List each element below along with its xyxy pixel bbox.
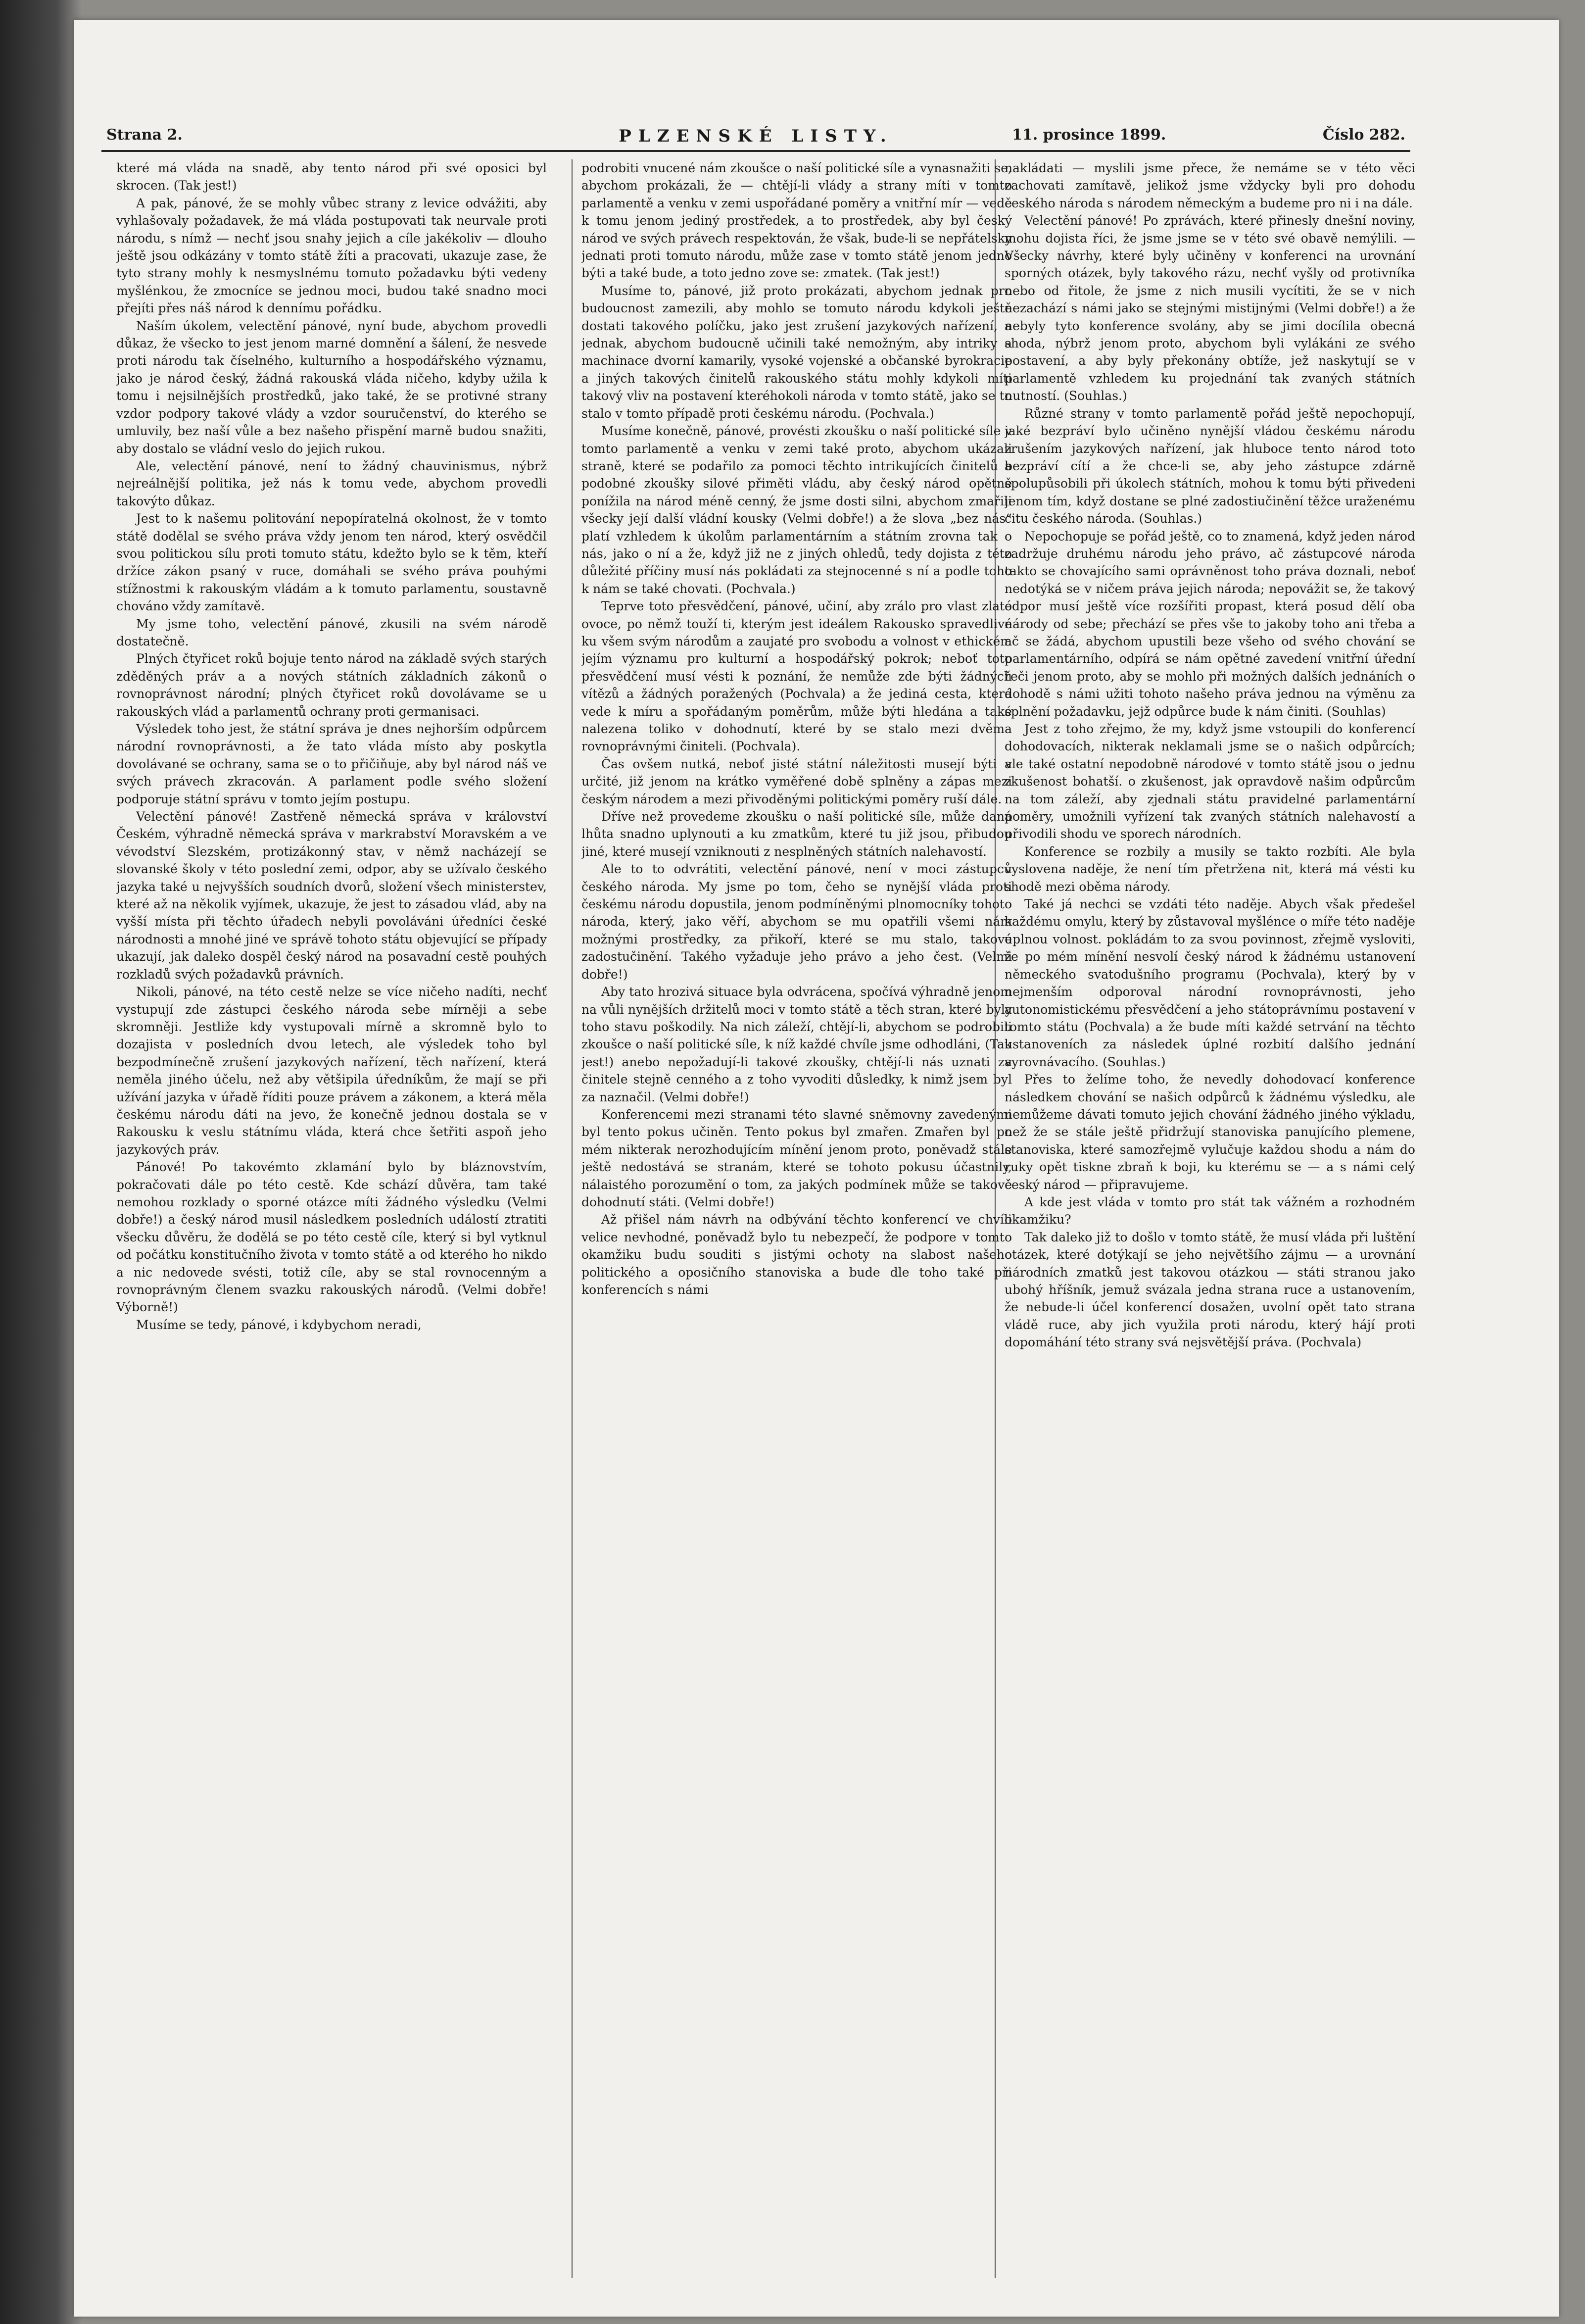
text-column-1 bbox=[116, 159, 547, 2283]
masthead-title: PLZENSKÉ LISTY. bbox=[619, 126, 893, 146]
issue-date: 11. prosince 1899. bbox=[1012, 126, 1166, 144]
paragraph: My jsme toho, velectění pánové, zkusili na svém národě dostatečně. bbox=[116, 616, 547, 648]
paragraph: Aby tato hrozivá situace byla odvrácena, spočívá výhradně jenom na vůli nynějších držitelů moci v tomto státě a těch stran, které byly toho stavu poškodily. Na nich záleží, chtějí-li, abychom se podrobili zkoušce o naší politické síle, k níž každé chvíle jsme odhodláni, (Tak jest!) anebo nepožadují-li takové zkoušky, chtějí-li nás uznati za činitele stejně cenného a z toho vyvoditi důsledky, k nimž jsem byl za naznačil. (Velmi dobře!) bbox=[581, 985, 1012, 1104]
paragraph: Jest to k našemu politování nepopíratelná okolnost, že v tomto státě dodělal se svého práva vždy jenom ten národ, který osvědčil svou politickou sílu proti tomuto státu, kdežto bylo se k těm, kteří držíce zákon psaný v ruce, domáhali se svého práva pouhými stížnostmi k rakouským vládám a k tomuto parlamentu, soustavně chováno vždy zamítavě. bbox=[116, 511, 547, 614]
column-divider bbox=[572, 159, 573, 2278]
paragraph: Až přišel nám návrh na odbývání těchto konferencí ve chvíli velice nevhodné, poněvadž bylo tu nebezpečí, že podpore v tomto okamžiku budu souditi s jistými ochoty na slabost našeho politického a oposičního stanoviska a bude dle toho také při konferencích s námi bbox=[581, 1212, 1012, 1297]
page-number: Strana 2. bbox=[106, 126, 183, 144]
text-column-3 bbox=[1005, 159, 1415, 2283]
paragraph: Nikoli, pánové, na této cestě nelze se více ničeho nadíti, nechť vystupují zde zástupci českého národa sebe mírněji a sebe skromněji. Jestliže kdy vystupovali mírně a skromně bylo to dozajista v posledních dvou letech, ale výsledek toho byl bezpodmínečně zrušení jazykových nařízení, těch nařízení, která neměla jiného účelu, než aby většipila úředníkům, že mají se při užívání jazyka v úřadě říditi pouze právem a zákonem, a která měla českému národu dáti na jevo, že konečně jednou dostala se v Rakousku k veslu státnímu vláda, která chce šetřiti aspoň jeho jazykových práv. bbox=[116, 985, 547, 1157]
paragraph: Výsledek toho jest, že státní správa je dnes nejhorším odpůrcem národní rovnoprávnosti, a že tato vláda místo aby poskytla dovolávané se ochrany, sama se o to přičiňuje, aby byl národ náš ve svých právech zkracován. A parlament podle svého složení podporuje státní správu v tomto jejím postupu. bbox=[116, 722, 547, 806]
paragraph: Ale to to odvrátiti, velectění pánové, není v moci zástupců českého národa. My jsme po tom, čeho se nynější vláda proti českému národu dopustila, jenom podmíněnými plnomocníky tohoto národa, který, jako věří, abychom se mu opatřili všemi nám možnými prostředky, za přikoří, které se mu stalo, takové zadostučinění. Takého vyžaduje jeho právo a jeho čest. (Velmi dobře!) bbox=[581, 862, 1012, 982]
paragraph: Velectění pánové! Po zprávách, které přinesly dnešní noviny, mohu dojista říci, že jsme jsme se v této své obavě nemýlili. — Všecky návrhy, které byly učiněny v konferenci na urovnání sporných otázek, byly takového rázu, nechť vyšly od protivníka nebo od řitole, že jsme z nich musili vycítiti, že se v nich nezachází s námi jako se stejnými mistijnými (Velmi dobře!) a že nebyly tyto konference svolány, aby se jimi docílila obecná shoda, nýbrž jenom proto, abychom byli vylákáni ze svého postavení, a aby byly překonány obtíže, jež naskytují se v parlamentě vzhledem ku projednání tak zvaných státních nutností. (Souhlas.) bbox=[1005, 213, 1415, 403]
paragraph: nakládati — myslili jsme přece, že nemáme se v této věci zachovati zamítavě, jelikož jsme vždycky byli pro dohodu českého národa s národem německým a budeme pro ni i na dále. bbox=[1005, 161, 1415, 210]
paragraph: podrobiti vnucené nám zkoušce o naší politické síle a vynasnažiti se, abychom prokázali, že — chtějí-li vlády a strany míti v tomto parlamentě a venku v zemi uspořádané poměry a vnitřní mír — vede k tomu jenom jediný prostředek, a to prostředek, aby byl český národ ve svých právech respektován, že však, bude-li se nepřátelsky jednati proti tomuto národu, může zase v tomto státě jenom jedno býti a také bude, a toto jedno zove se: zmatek. (Tak jest!) bbox=[581, 161, 1012, 281]
paragraph: Konference se rozbily a musily se takto rozbíti. Ale byla vyslovena naděje, že není tím přetržena nit, která má vésti ku shodě mezi oběma národy. bbox=[1005, 844, 1415, 894]
paragraph: Čas ovšem nutká, neboť jisté státní náležitosti musejí býti v určité, již jenom na krátko vyměřené době splněny a zápas mezi českým národem a mezi přivoděnými politickými poměry ruší dále. bbox=[581, 756, 1012, 806]
issue-number: Číslo 282. bbox=[1322, 126, 1405, 144]
paragraph: A kde jest vláda v tomto pro stát tak vážném a rozhodném okamžiku? bbox=[1005, 1194, 1415, 1227]
paragraph: Velectění pánové! Zastřeně německá správa v království Českém, výhradně německá správa v markrabství Moravském a ve vévodství Slezském, protizákonný stav, v němž nacházejí se slovanské školy v této poslední zemi, odpor, aby se užívalo českého jazyka také u nejvyšších soudních dvorů, složení všech ministerstev, které až na několik vyjímek, ukazuje, že jest to zásadou vlád, aby na vyšší místa při těchto úřadech nebyli povoláváni úředníci české národnosti a mnohé jiné ve správě tohoto státu objevující se případy ukazují, jak daleko dospěl český národ na posavadní cestě pouhých rozkladů svých požadavků právních. bbox=[116, 809, 547, 982]
paragraph: Musíme konečně, pánové, provésti zkoušku o naší politické síle v tomto parlamentě a venku v zemi také proto, abychom ukázali straně, které se podařilo za pomoci těchto intrikujících činitelů a podobné zkoušky silové přiměti vládu, aby český národ opětně ponížila na národ méně cenný, že jsme dosti silni, abychom zmařili všecky její další vládní kousky (Velmi dobře!) a že slova „bez nás“ platí vzhledem k úkolům parlamentárním a státním zrovna tak o nás, jako o ní a že, když již ne z jiných ohledů, tedy dojista z této důležité příčiny musí nás pokládati za stejnocenné s ní a podle toho k nám se také chovati. (Pochvala.) bbox=[581, 424, 1012, 596]
paragraph: Musíme se tedy, pánové, i kdybychom neradi, bbox=[136, 1317, 422, 1332]
paragraph: Teprve toto přesvědčení, pánové, učiní, aby zrálo pro vlast zlaté ovoce, po němž touží ti, kterým jest ideálem Rakousko spravedlivé ku všem svým národům a zaujaté pro svobodu a volnost v ethickém jejím významu pro kulturní a hospodářský pokrok; neboť toto přesvědčení musí vésti k poznání, že nemůže zde býti žádných vítězů a žádných poražených (Pochvala) a že jediná cesta, která vede k míru a spořádaným poměrům, může býti hledána a také nalezena toliko v dohodnutí, které by se stalo mezi dvěma rovnoprávnými činiteli. (Pochvala). bbox=[581, 599, 1012, 754]
paragraph: Dříve než provedeme zkoušku o naší politické síle, může daná lhůta snadno uplynouti a ku zmatkům, které tu již jsou, přibudou jiné, které musejí vzniknouti z nesplněných státních nalehavostí. bbox=[581, 809, 1012, 859]
paragraph: Plných čtyřicet roků bojuje tento národ na základě svých starých zděděných práv a a nových státních základních zákonů o rovnoprávnost národní; plných čtyřicet roků dovolávame se u rakouských vlád a parlamentů ochrany proti germanisaci. bbox=[116, 651, 547, 719]
paragraph: Nepochopuje se pořád ještě, co to znamená, když jeden národ zadržuje druhému národu jeho právo, ač zástupcové národa takto se chovajícího sami oprávněnost toho práva doznali, neboť nedotýká se v ničem práva jejich národa; nepovážit se, že takový odpor musí ještě více rozšířiti propast, která posud dělí oba národy od sebe; přechází se přes vše to jakoby toho ani třeba a ač se žádá, abychom upustili beze všeho od svého chování se parlamentárního, odpírá se nám opětné zavedení vnitřní úřední řeči jenom proto, aby se mohlo při možných dalších jednáních o dohodě s námi užiti tohoto našeho práva jednou na výměnu za splnění požadavku, jejž odpůrce bude k nám činiti. (Souhlas) bbox=[1005, 529, 1415, 719]
text-column-2 bbox=[581, 159, 1012, 2283]
paragraph: Přes to želíme toho, že nevedly dohodovací konference následkem chování se našich odpůrců k žádnému výsledku, ale nemůžeme dávati tomuto jejich chování žádného jiného výkladu, než že se stále ještě přidržují stanoviska panujícího plemene, stanoviska, které samozřejmě vylučuje každou shodu a nám do ruky opět tiskne zbraň k boji, ku kterému se — a s námi celý český národ — připravujeme. bbox=[1005, 1072, 1415, 1192]
paragraph: Musíme to, pánové, již proto prokázati, abychom jednak pro budoucnost zamezili, aby mohlo se tomuto národu kdykoli ještě dostati takového políčku, jako jest zrušení jazykových nařízení, a jednak, abychom budoucně učinili také nemožným, aby intriky a machinace dvorní kamarily, vysoké vojenské a občanské byrokracie a jiných takových činitelů rakouského státu mohly kdykoli míti takový vliv na postavení kteréhokoli národa v tomto státě, jako se to stalo v tomto případě proti českému národu. (Pochvala.) bbox=[581, 283, 1012, 421]
paragraph: Naším úkolem, velectění pánové, nyní bude, abychom provedli důkaz, že všecko to jest jenom marné domnění a šálení, že nesvede proti národu tak číselného, kulturního a hospodářského významu, jako je národ český, žádná rakouská vláda ničeho, kdyby užila k tomu i nejsilnějších prostředků, jako také, že se protivné strany vzdor podpory takové vlády a vzdor souručenství, do kterého se umluvily, bez naší vůle a bez našeho přispění marně budou snažiti, aby dostalo se vládní veslo do jejich rukou. bbox=[116, 318, 547, 456]
paragraph: které má vláda na snadě, aby tento národ při své oposici byl skrocen. (Tak jest!) bbox=[116, 161, 547, 193]
paragraph: A pak, pánové, že se mohly vůbec strany z levice odvážiti, aby vyhlašovaly požadavek, že má vláda postupovati tak neurvale proti národu, s nímž — nechť jsou snahy jejich a cíle jakékoliv — dlouho ještě jsou odkázány v tomto státě žíti a pracovati, ukazuje zase, že tyto strany mohly k nesmyslnému tomuto požadavku býti vedeny myšlénkou, že zmocníce se jednou moci, budou také snadno moci přejíti přes náš národ k dennímu pořádku. bbox=[116, 196, 547, 316]
paragraph: Pánové! Po takovémto zklamání bylo by bláznovstvím, pokračovati dále po této cestě. Kde schází důvěra, tam také nemohou rozklady o sporné otázce míti žádného výsledku (Velmi dobře!) a český národ musil následkem posledních událostí ztratiti všecku důvěru, že dodělá se po této cestě cíle, který si byl vytknul od počátku konstitučního života v tomto státě a od kterého ho nikdo a nic nedovede svésti, totiž cíle, aby se stal rovnocenným a rovnoprávným členem svazku rakouských národů. (Velmi dobře! Výborně!) bbox=[116, 1160, 547, 1315]
paragraph: Také já nechci se vzdáti této naděje. Abych však předešel každému omylu, který by zůstavoval myšlénce o míře této naděje úplnou volnost. pokládám to za svou povinnost, zřejmě vysloviti, že po mém mínění nesvolí český národ k žádnému ustanovení německého svatodušního programu (Pochvala), který by v nejmenším odporoval národní rovnoprávnosti, jeho autonomistickému přesvědčení a jeho státoprávnímu postavení v tomto státu (Pochvala) a že bude míti každé setrvání na těchto ustanoveních za následek úplné rozbití dalšího jednání vyrovnávacího. (Souhlas.) bbox=[1005, 897, 1415, 1069]
paragraph: Ale, velectění pánové, není to žádný chauvinismus, nýbrž nejreálnější politika, jež nás k tomu vede, abychom provedli takovýto důkaz. bbox=[116, 458, 547, 508]
paragraph: Tak daleko již to došlo v tomto státě, že musí vláda při luštění otázek, které dotýkají se jeho největšího zájmu — a urovnání národních zmatků jest takovou otázkou — státi stranou jako ubohý hříšník, jemuž svázala jedna strana ruce a ustanovením, že nebude-li účel konferencí dosažen, uvolní opět tato strana vládě ruce, aby jich využila proti národu, který hájí proti dopomáhání této strany svá nejsvětější práva. (Pochvala) bbox=[1005, 1230, 1415, 1350]
paragraph: Konferencemi mezi stranami této slavné sněmovny zavedenými byl tento pokus učiněn. Tento pokus byl zmařen. Zmařen byl po mém nikterak nerozhodujícím mínění jenom proto, poněvadž stále ještě nedostává se stranám, které se tohoto pokusu účastnily, nálaistého porozumění o tom, za jakých podmínek může se takové dohodnutí státi. (Velmi dobře!) bbox=[581, 1107, 1012, 1209]
paragraph: Různé strany v tomto parlamentě pořád ještě nepochopují, jaké bezpráví bylo učiněno nynější vládou českému národu zrušením jazykových nařízení, jak hluboce tento národ toto bezpráví cítí a že chce-li se, aby jeho zástupce zdárně spolupůsobili při úkolech státních, mohou k tomu býti přivedeni jenom tím, když dostane se plné zadostiučinění těžce uraženému citu českého národa. (Souhlas.) bbox=[1005, 406, 1415, 526]
header-rule bbox=[101, 150, 1410, 152]
paragraph: Jest z toho zřejmo, že my, když jsme vstoupili do konferencí dohodovacích, nikterak neklamali jsme se o našich odpůrcích; ale také ostatní nepodobně národové v tomto státě jsou o jednu zkušenost bohatší. o zkušenost, jak opravdově našim odpůrcům na tom záleží, aby zjednali státu pravidelné parlamentární poměry, umožnili vyřízení tak zvaných státních nalehavostí a přivodili shodu ve sporech národních. bbox=[1005, 722, 1415, 841]
scan-edge bbox=[0, 0, 82, 2324]
